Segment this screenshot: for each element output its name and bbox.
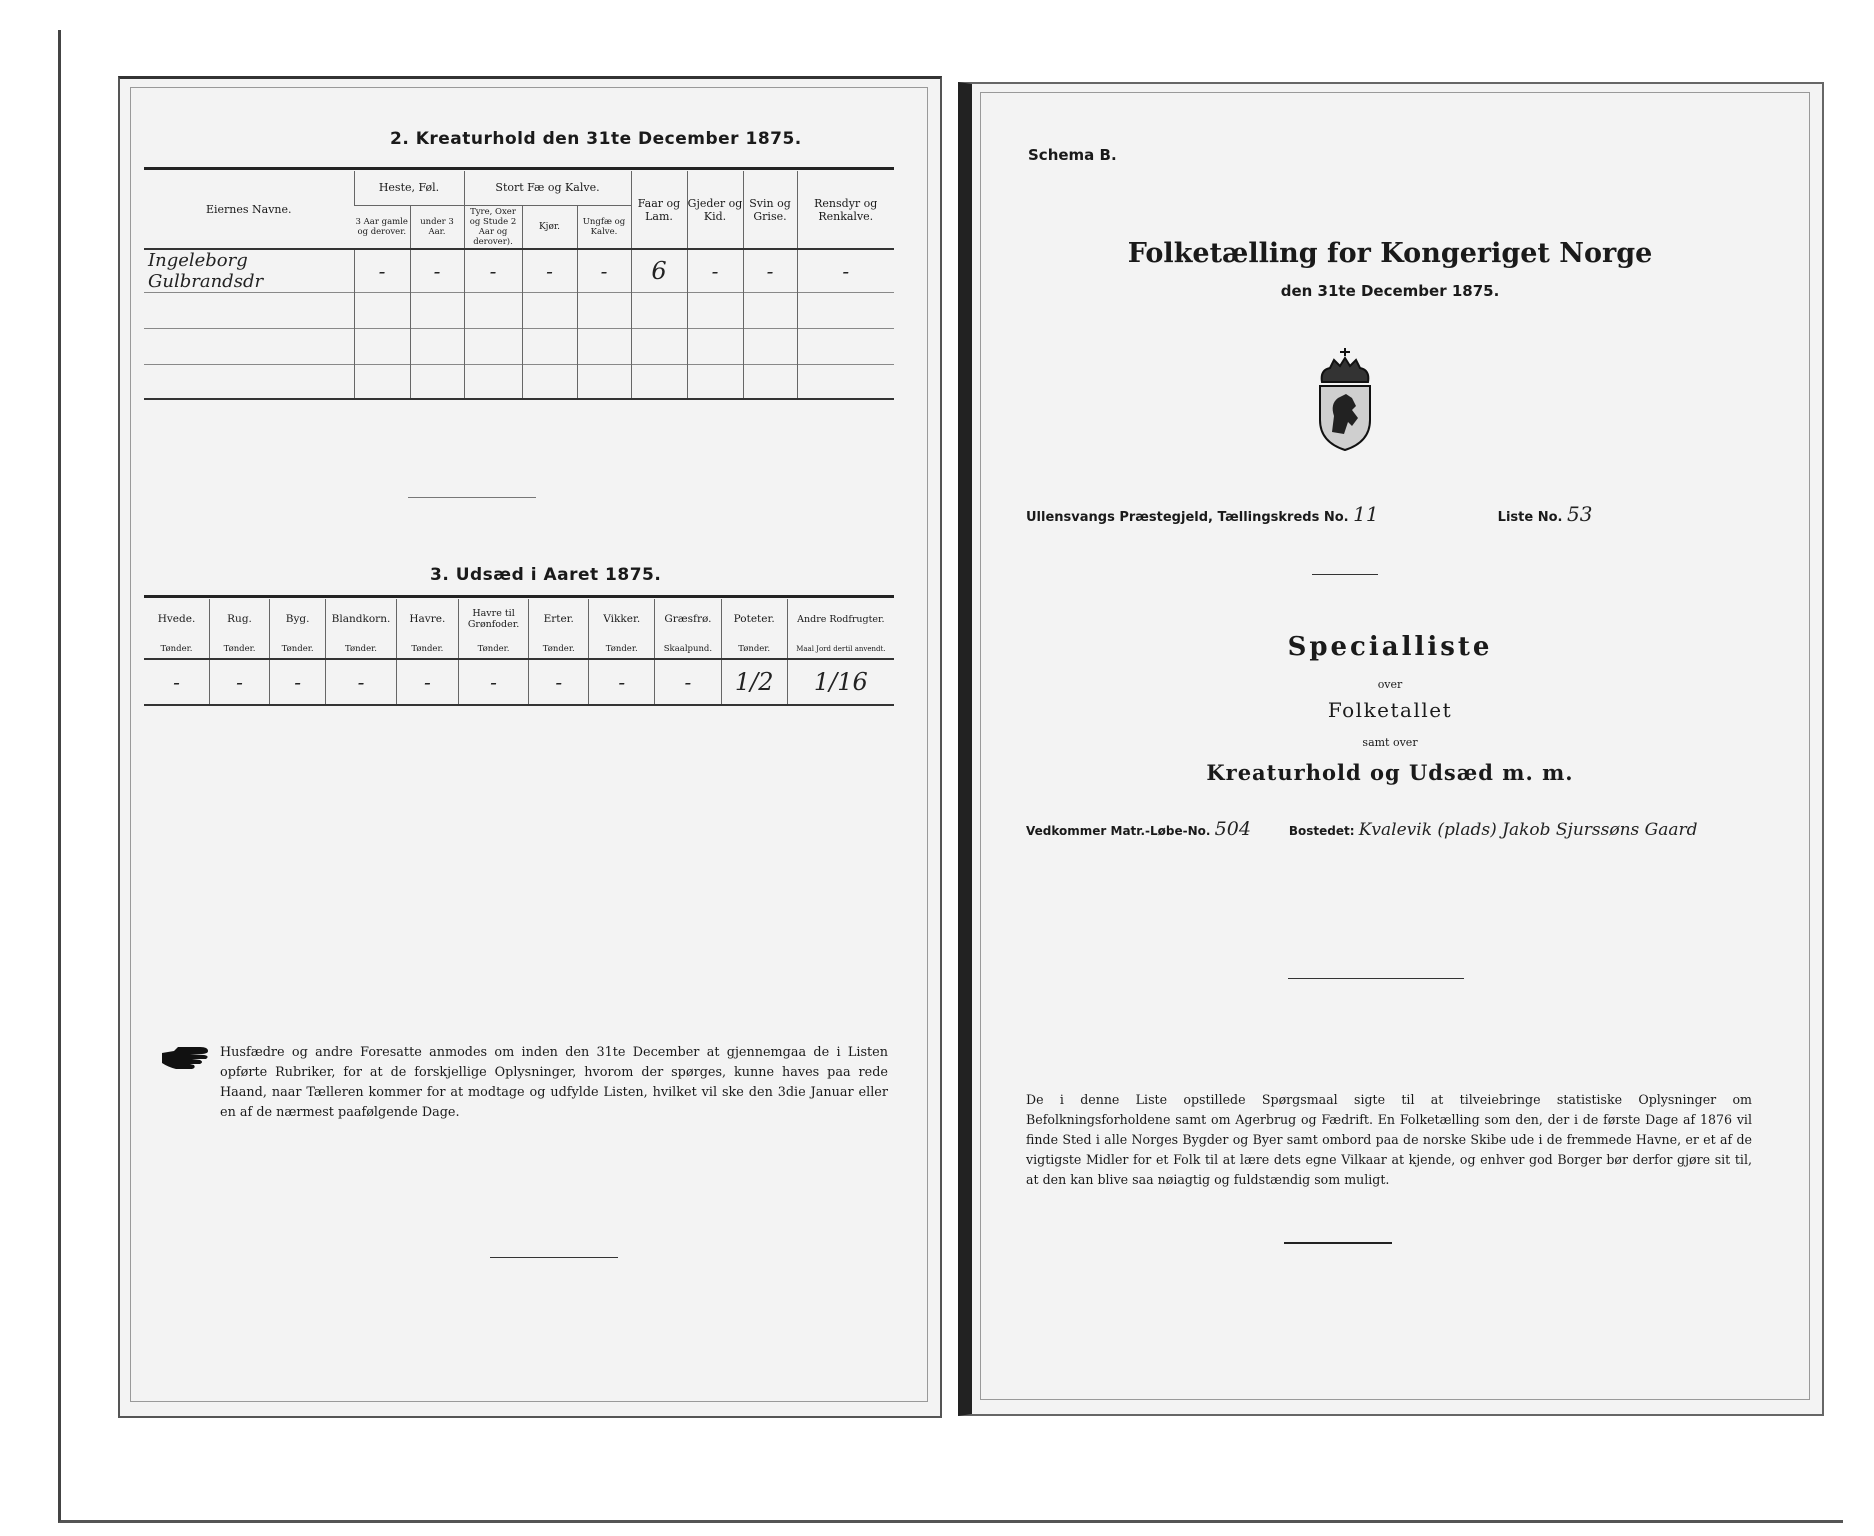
livestock-cell: - — [743, 249, 797, 293]
cattle-bulls-header: Tyre, Oxer og Stude 2 Aar og derover). — [464, 205, 522, 249]
seed-header-unit: Tønder. — [529, 639, 589, 659]
goats-header: Gjeder og Kid. — [687, 171, 743, 249]
seed-value-cell: - — [458, 659, 528, 705]
divider — [1284, 1242, 1392, 1244]
folketallet-title: Folketallet — [1327, 698, 1453, 722]
sheep-header: Faar og Lam. — [631, 171, 687, 249]
seed-value-cell: - — [589, 659, 655, 705]
livestock-cell: - — [577, 249, 631, 293]
livestock-cell: - — [354, 249, 410, 293]
seed-value-cell: - — [529, 659, 589, 705]
seed-header-name: Havre til Grønfoder. — [458, 599, 528, 639]
seed-header-unit: Tønder. — [210, 639, 270, 659]
cattle-young-header: Ungfæ og Kalve. — [577, 205, 631, 249]
coat-of-arms-icon — [1312, 346, 1378, 452]
seed-header-unit: Tønder. — [458, 639, 528, 659]
bosted-label: Bostedet: — [1288, 824, 1355, 838]
district-label: Tællingskreds No. — [1217, 510, 1349, 525]
seed-header-name: Erter. — [529, 599, 589, 639]
seed-header-unit: Tønder. — [721, 639, 787, 659]
seed-value-cell: - — [396, 659, 458, 705]
seed-header-name: Græsfrø. — [655, 599, 721, 639]
seed-section-title: 3. Udsæd i Aaret 1875. — [430, 565, 662, 585]
livestock-cell: - — [797, 249, 894, 293]
census-date: den 31te December 1875. — [1280, 282, 1500, 300]
livestock-cell: - — [687, 249, 743, 293]
livestock-table — [144, 171, 894, 400]
schema-label: Schema B. — [1028, 146, 1117, 164]
cattle-header: Stort Fæ og Kalve. — [464, 171, 631, 205]
seed-table — [144, 599, 894, 706]
seed-value-cell: - — [655, 659, 721, 705]
right-page — [958, 82, 1824, 1416]
specialliste-title: Specialliste — [1287, 632, 1493, 662]
seed-value-cell: 1/2 — [721, 659, 787, 705]
seed-header-unit: Maal Jord dertil anvendt. — [787, 639, 894, 659]
livestock-cell: - — [464, 249, 522, 293]
livestock-section-title: 2. Kreaturhold den 31te December 1875. — [390, 129, 802, 149]
matr-label: Vedkommer Matr.-Løbe-No. — [1026, 824, 1211, 838]
footer-text: De i denne Liste opstillede Spørgsmaal sigte til at tilveiebringe statistiske Oplysninger om Befolkningsforholdene samt om Agerbrug og Fædrift. En Folketælling som den, der i de første Dage af 1876 vil finde Sted i alle Norges Bygder og Byer samt ombord paa de norske Skibe ude i de fremmede Havne, er et af de vigtigste Midler for et Folk til at lære dets egne Vilkaar at kjende, og enhver god Borger bør derfor gjøre sit til, at den kan blive saa nøiagtig og fuldstændig som muligt. — [1026, 1092, 1752, 1187]
seed-header-name: Poteter. — [721, 599, 787, 639]
seed-header-unit: Skaalpund. — [655, 639, 721, 659]
list-label: Liste No. — [1497, 510, 1563, 525]
seed-header-unit: Tønder. — [326, 639, 397, 659]
seed-header-name: Havre. — [396, 599, 458, 639]
main-title: Folketælling for Kongeriget Norge — [1127, 238, 1653, 269]
divider — [1288, 978, 1464, 979]
seed-header-name: Hvede. — [157, 613, 196, 625]
seed-value-cell: - — [210, 659, 270, 705]
seed-value-cell: - — [326, 659, 397, 705]
horses-under3-header: under 3 Aar. — [410, 205, 464, 249]
divider — [1312, 574, 1378, 575]
pigs-header: Svin og Grise. — [743, 171, 797, 249]
seed-header-unit: Tønder. — [396, 639, 458, 659]
seed-header-name: Vikker. — [589, 599, 655, 639]
seed-header-unit: Tønder. — [270, 639, 326, 659]
district-value: 11 — [1353, 502, 1379, 526]
notice-text: Husfædre og andre Foresatte anmodes om inden den 31te December at gjennemgaa de i Listen opførte Rubriker, for at de forskjellige Oplysninger, hvorom der spørges, kunne haves paa rede Haand, naar Tælleren kommer for at modtage og udfylde Listen, hvilket vil ske den 3die Januar eller en af de nærmest paafølgende Dage. — [220, 1045, 888, 1120]
seed-header-name: Rug. — [210, 599, 270, 639]
samt-over-text: samt over — [1362, 736, 1418, 749]
reindeer-header: Rensdyr og Renkalve. — [797, 171, 894, 249]
list-value: 53 — [1567, 502, 1593, 526]
seed-value-cell: - — [173, 670, 180, 694]
cattle-cows-header: Kjør. — [522, 205, 577, 249]
horses-header: Heste, Føl. — [354, 171, 464, 205]
seed-value-cell: - — [270, 659, 326, 705]
over-text: over — [1377, 678, 1403, 691]
livestock-cell: - — [522, 249, 577, 293]
seed-header-unit: Tønder. — [160, 643, 193, 654]
matr-line — [1026, 818, 1806, 846]
bosted-value: Kvalevik (plads) Jakob Sjurssøns Gaard — [1358, 820, 1698, 840]
horses-3plus-header: 3 Aar gamle og derover. — [355, 216, 408, 237]
divider — [408, 497, 536, 498]
seed-header-name: Andre Rodfrugter. — [787, 599, 894, 639]
left-page — [118, 76, 942, 1418]
livestock-cell: 6 — [631, 249, 687, 293]
seed-header-unit: Tønder. — [589, 639, 655, 659]
livestock-cell: - — [410, 249, 464, 293]
seed-header-name: Byg. — [270, 599, 326, 639]
seed-header-name: Blandkorn. — [326, 599, 397, 639]
divider — [490, 1257, 618, 1258]
pointing-hand-icon — [160, 1045, 212, 1071]
parish-line — [1026, 502, 1786, 526]
seed-value-cell: 1/16 — [787, 659, 894, 705]
parish-label: Ullensvangs Præstegjeld, — [1026, 510, 1213, 525]
owner-name-cell: Ingeleborg Gulbrandsdr — [148, 250, 264, 292]
kreatur-title: Kreaturhold og Udsæd m. m. — [1206, 760, 1574, 785]
matr-value: 504 — [1214, 818, 1251, 840]
owner-header: Eiernes Navne. — [205, 203, 292, 216]
